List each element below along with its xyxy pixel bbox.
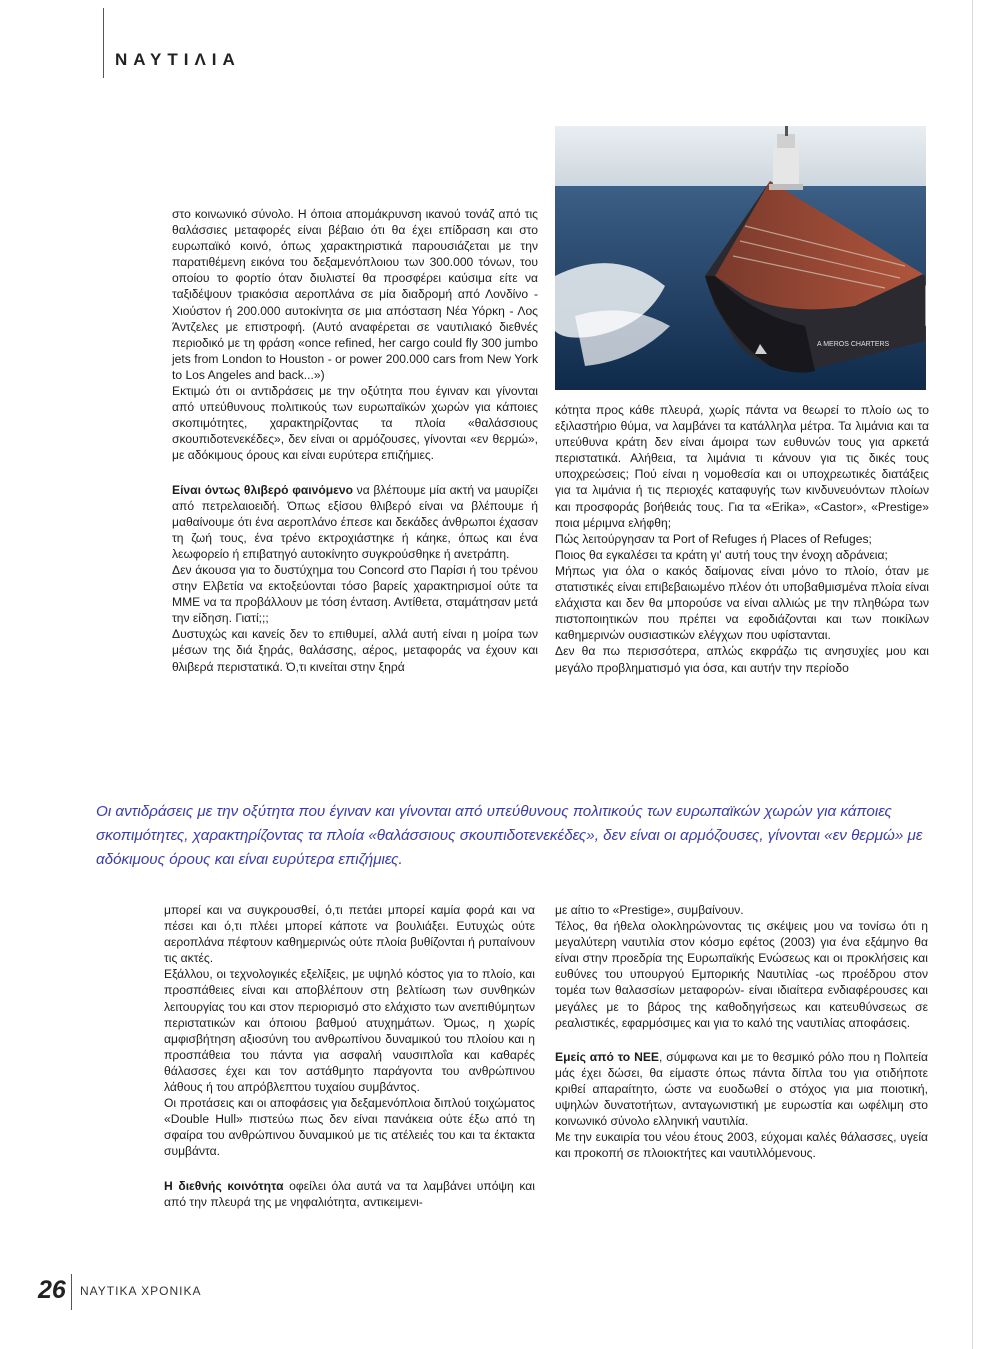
- paragraph: Δεν άκουσα για το δυστύχημα του Concord στο Παρίσι ή του τρένου στην Ελβετία να εκτοξεύονται τόσο βαρείς χαρακτηρισμοί ούτε τα ΜΜΕ να τα προβάλλουν με τόση ένταση. Αντίθετα, σταμάτησαν μετά την είδηση. Γιατί;;;: [172, 562, 538, 626]
- paragraph: Τέλος, θα ήθελα ολοκληρώνοντας τις σκέψεις μου να τονίσω ότι η μεγαλύτερη ναυτιλία στον κόσμο εφέτος (2003) για ένα εξάμηνο θα είναι στην προεδρία της Ευρωπαϊκής Ενώσεως και οι προκλήσεις και ευθύνες του υπουργού Εμπορικής Ναυτιλίας -ως προέδρου στον τομέα των θαλασσίων μεταφορών- είναι ιδιαίτερα ενδιαφέρουσες και μεγάλες με το βάρος της καθοδηγήσεως και κατευθύνσεως σε ρεαλιστικές, εφαρμόσιμες και για το καλό της ναυτιλίας αποφάσεις.: [555, 919, 928, 1030]
- footer-rule: [71, 1274, 72, 1310]
- lead-in: Η διεθνής κοινότητα: [164, 1178, 284, 1193]
- paragraph: Μήπως για όλα ο κακός δαίμονας είναι μόνο το πλοίο, όταν με στατιστικές είναι επιβεβαιωμένο πλέον ότι υποβαθμισμένα πλοία είναι ελάχιστα και δεν θα μπορούσε να είναι αλλιώς με την πληθώρα των πιστοποιητικών που πρέπει να εφοδιάζονται και των ποικίλων καθημερινών ουσιαστικών ελέγχων που υφίστανται.: [555, 563, 929, 643]
- header-rule: [103, 8, 104, 78]
- paragraph: Οι προτάσεις και οι αποφάσεις για δεξαμενόπλοια διπλού τοιχώματος «Double Hull» πιστεύω πως δεν είναι πανάκεια ούτε έξω από τη σφαίρα του ανθρώπινου δυναμικού με τις ατέλειές του και τα έκτακτα συμβάντα.: [164, 1096, 535, 1159]
- section-title: ΝΑΥΤΙΛΙΑ: [115, 50, 241, 69]
- paragraph: μπορεί και να συγκρουσθεί, ό,τι πετάει μπορεί καμία φορά και να πέσει και ό,τι πλέει μπορεί κάποτε να βουλιάξει. Ευτυχώς ούτε αεροπλάνα πέφτουν καθημερινώς ούτε πλοία βυθίζονται ή ρυπαίνουν τις ακτές.: [164, 903, 535, 966]
- paragraph: Πώς λειτούργησαν τα Port of Refuges ή Places of Refuges;: [555, 531, 872, 546]
- column-1: [172, 206, 538, 675]
- magazine-name: ΝΑΥΤΙΚΑ ΧΡΟΝΙΚΑ: [80, 1284, 202, 1298]
- pull-quote: Οι αντιδράσεις με την οξύτητα που έγιναν και γίνονται από υπεύθυνους πολιτικούς των ευρωπαϊκών χωρών για κάποιες σκοπιμότητες, χαρακτηρίζοντας τα πλοία «θαλάσσιους σκουπιδοτενεκέδες», δεν είναι οι αρμόζουσες, γίνονται «εν θερμώ» με αδόκιμους όρους και είναι ευρύτερα επιζήμιες.: [96, 803, 923, 868]
- paragraph: Η διεθνής κοινότητα οφείλει όλα αυτά να τα λαμβάνει υπόψη και από την πλευρά της με νηφαλιότητα, αντικειμενι-: [164, 1178, 535, 1209]
- column-2: [555, 402, 929, 676]
- page-number: 26: [38, 1276, 66, 1304]
- paragraph: με αίτιο το «Prestige», συμβαίνουν.: [555, 903, 744, 917]
- paragraph: Εξάλλου, οι τεχνολογικές εξελίξεις, με υψηλό κόστος για το πλοίο, και προσπάθειες είναι και αποβλέπουν στη βελτίωση των συνθηκών λειτουργίας του και στον περιορισμό στο ελάχιστο των ανεπιθύμητων περιστατικών και όποιου βαθμού ατυχημάτων. Όμως, η χωρίς αμφισβήτηση αξιοσύνη του ανθρωπίνου δυναμικού του πλοίου και η προσπάθεια του πάντα για ασφαλή ναυσιπλοΐα και καθαρές θάλασσες έχει και τον αστάθμητο παράγοντα του ανθρώπινου λάθους ή του απρόβλεπτου τυχαίου συμβάντος.: [164, 967, 535, 1095]
- page-edge-rule: [972, 0, 973, 1349]
- paragraph: κότητα προς κάθε πλευρά, χωρίς πάντα να θεωρεί το πλοίο ως το εξιλαστήριο θύμα, να λαμβάνει τα κατάλληλα μέτρα. Τα λιμάνια και τα υπεύθυνα κράτη δεν είναι άμοιρα των ευθυνών τους για αρκετά περιστατικά. Αλήθεια, τα λιμάνια τι κάνουν για τις δικές τους υποχρεώσεις; Πού είναι η νομοθεσία και οι υποχρεωτικές διατάξεις για τα λιμάνια ή τις περιοχές καταφυγής των κινδυνευόντων πλοίων και προσφοράς βοήθειάς τους. Για τα «Erika», «Castor», «Prestige» ποια μέριμνα ελήφθη;: [555, 403, 929, 530]
- tanker-photo: [555, 126, 926, 390]
- lead-in: Εμείς από το ΝΕΕ: [555, 1049, 659, 1064]
- column-4: [555, 902, 928, 1161]
- column-3: [164, 902, 535, 1210]
- paragraph: Δεν θα πω περισσότερα, απλώς εκφράζω τις ανησυχίες μου και μεγάλο προβληματισμό για όσα, και αυτήν την περίοδο: [555, 644, 929, 675]
- paragraph: Είναι όντως θλιβερό φαινόμενο να βλέπουμε μία ακτή να μαυρίζει από πετρελαιοειδή. Όπως εξίσου θλιβερό είναι να βλέπουμε ή μαθαίνουμε ότι ένα αεροπλάνο έπεσε και δεκάδες άνθρωποι έχασαν τη ζωή τους, ένα τρένο εκτροχιάστηκε ή κάηκε, όπως και ένα λεωφορείο ή επιβατηγό αυτοκίνητο συγκρούσθηκε ή ανετράπη.: [172, 482, 538, 561]
- lead-in: Είναι όντως θλιβερό φαινόμενο: [172, 482, 354, 497]
- ship-name-label: A MEROS CHARTERS: [817, 341, 890, 348]
- paragraph: στο κοινωνικό σύνολο. Η όποια απομάκρυνση ικανού τονάζ από τις θαλάσσιες μεταφορές είναι βέβαιο ότι θα έχει επίδραση και στο ευρωπαϊκό κοινό, όπως χαρακτηριστικά παρουσιάζεται με την παρατιθέμενη εικόνα του δεξαμενόπλοιου των 300.000 τόνων, του οποίου το φορτίο όταν διυλιστεί θα προσφέρει καύσιμα είτε να ταξιδέψουν τριακόσια αεροπλάνα σε μία διαδρομή από Λονδίνο - Χιούστον ή 200.000 αυτοκίνητα σε μια απόσταση Νέα Υόρκη - Λος Άντζελες με επιστροφή. (Αυτό αναφέρεται σε ναυτιλιακό διεθνές περιοδικό με τη φράση «once refined, her cargo could fly 300 jumbo jets from London to Houston - or power 200.000 cars from New York to Los Angeles and back...»): [172, 207, 538, 382]
- paragraph: Με την ευκαιρία του νέου έτους 2003, εύχομαι καλές θάλασσες, υγεία και προκοπή σε πλοιοκτήτες και ναυτιλλόμενους.: [555, 1130, 928, 1161]
- paragraph: Εκτιμώ ότι οι αντιδράσεις με την οξύτητα που έγιναν και γίνονται από υπεύθυνους πολιτικούς των ευρωπαϊκών χωρών για κάποιες σκοπιμότητες, χαρακτηρίζοντας τα πλοία «θαλάσσιους σκουπιδοτενεκέδες», δεν είναι οι αρμόζουσες, γίνονται «εν θερμώ», με αδόκιμους όρους και είναι ευρύτερα επιζήμιες.: [172, 384, 538, 463]
- paragraph: Εμείς από το ΝΕΕ, σύμφωνα και με το θεσμικό ρόλο που η Πολιτεία μάς έχει δώσει, θα είμαστε όπως πάντα δίπλα του για οτιδήποτε κριθεί απαραίτητο, ώστε να ευοδωθεί ο στόχος για μια ποιοτική, υψηλών δυνατοτήτων, ανταγωνιστική με ευρωστία και ωφέλιμη στο κοινωνικό σύνολο ελληνική ναυτιλία.: [555, 1049, 928, 1129]
- paragraph: Δυστυχώς και κανείς δεν το επιθυμεί, αλλά αυτή είναι η μοίρα των μέσων της διά ξηράς, θαλάσσης, αέρος, μεταφοράς να έχουν και θλιβερά περιστατικά. Ό,τι κινείται στην ξηρά: [172, 627, 538, 674]
- paragraph: Ποιος θα εγκαλέσει τα κράτη γι' αυτή τους την ένοχη αδράνεια;: [555, 547, 888, 562]
